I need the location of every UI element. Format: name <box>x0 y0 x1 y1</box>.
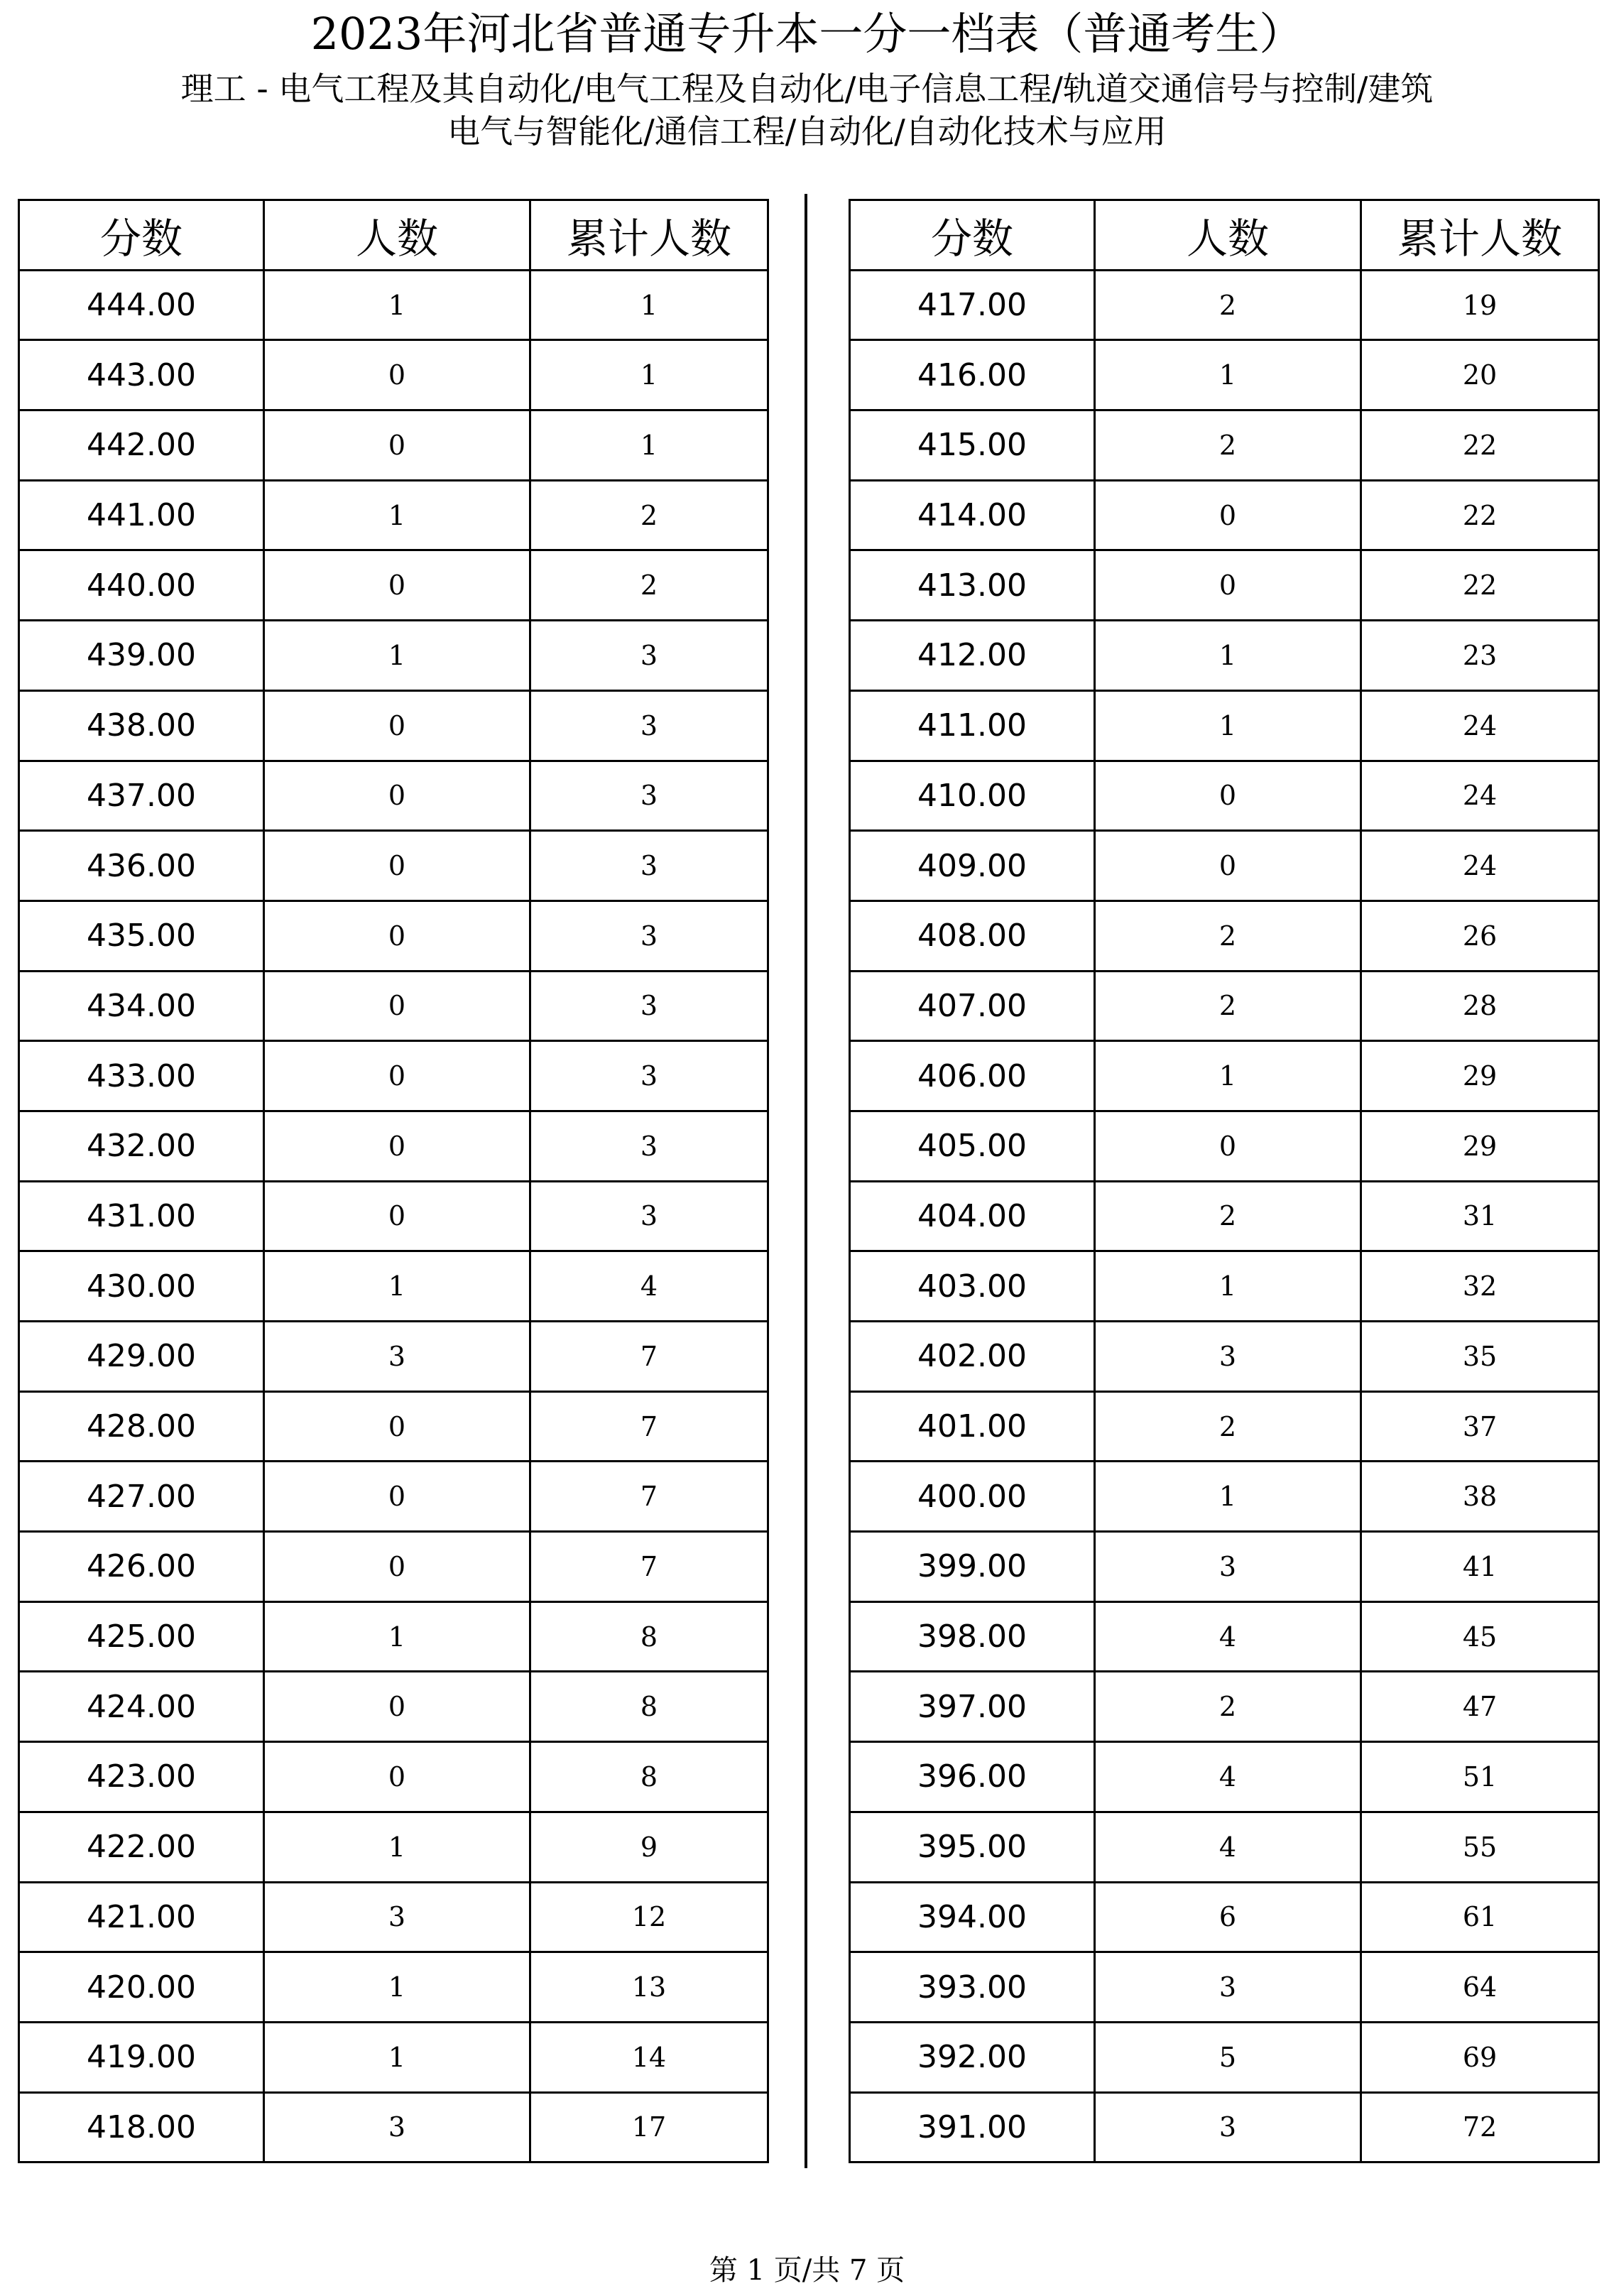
table-row <box>850 1462 1599 1532</box>
table-row <box>850 550 1599 621</box>
table-row <box>19 550 768 621</box>
count-cell: 3 <box>1095 2092 1361 2162</box>
cumulative-cell: 7 <box>530 1532 768 1602</box>
count-cell: 0 <box>264 1672 530 1742</box>
cumulative-cell: 8 <box>530 1742 768 1812</box>
score-cell: 442.00 <box>19 410 264 481</box>
table-row <box>19 1041 768 1111</box>
score-cell: 428.00 <box>19 1391 264 1462</box>
count-cell: 2 <box>1095 410 1361 481</box>
table-row <box>850 480 1599 550</box>
score-cell: 434.00 <box>19 971 264 1041</box>
score-cell: 407.00 <box>850 971 1095 1041</box>
table-row <box>19 1181 768 1251</box>
count-cell: 4 <box>1095 1812 1361 1882</box>
table-row <box>19 1111 768 1181</box>
table-row <box>19 1742 768 1812</box>
table-row <box>19 971 768 1041</box>
score-cell: 394.00 <box>850 1882 1095 1952</box>
count-cell: 0 <box>264 410 530 481</box>
score-cell: 404.00 <box>850 1181 1095 1251</box>
cumulative-cell: 14 <box>530 2022 768 2092</box>
cumulative-cell: 72 <box>1361 2092 1599 2162</box>
cumulative-cell: 12 <box>530 1882 768 1952</box>
table-row <box>19 1532 768 1602</box>
score-cell: 414.00 <box>850 480 1095 550</box>
cumulative-cell: 3 <box>530 761 768 831</box>
count-cell: 2 <box>1095 1181 1361 1251</box>
cumulative-cell: 3 <box>530 901 768 971</box>
count-cell: 0 <box>264 761 530 831</box>
score-cell: 421.00 <box>19 1882 264 1952</box>
score-cell: 435.00 <box>19 901 264 971</box>
count-cell: 0 <box>1095 831 1361 901</box>
table-row <box>850 270 1599 340</box>
score-cell: 403.00 <box>850 1251 1095 1322</box>
score-cell: 441.00 <box>19 480 264 550</box>
count-cell: 3 <box>1095 1532 1361 1602</box>
count-cell: 0 <box>1095 480 1361 550</box>
cumulative-cell: 8 <box>530 1672 768 1742</box>
count-cell: 0 <box>264 831 530 901</box>
cumulative-cell: 13 <box>530 1952 768 2023</box>
cumulative-cell: 31 <box>1361 1181 1599 1251</box>
table-row <box>850 901 1599 971</box>
count-cell: 0 <box>1095 550 1361 621</box>
count-cell: 2 <box>1095 901 1361 971</box>
table-row <box>850 621 1599 691</box>
count-cell: 0 <box>264 971 530 1041</box>
cumulative-cell: 3 <box>530 621 768 691</box>
table-row <box>850 971 1599 1041</box>
count-cell: 1 <box>1095 690 1361 761</box>
header-count: 人数 <box>1095 200 1361 271</box>
score-cell: 425.00 <box>19 1601 264 1672</box>
count-cell: 2 <box>1095 1672 1361 1742</box>
score-cell: 413.00 <box>850 550 1095 621</box>
score-cell: 437.00 <box>19 761 264 831</box>
table-row <box>850 340 1599 410</box>
cumulative-cell: 2 <box>530 550 768 621</box>
cumulative-cell: 19 <box>1361 270 1599 340</box>
cumulative-cell: 22 <box>1361 480 1599 550</box>
count-cell: 0 <box>264 1111 530 1181</box>
score-table-right <box>849 199 1600 2163</box>
score-cell: 398.00 <box>850 1601 1095 1672</box>
cumulative-cell: 24 <box>1361 761 1599 831</box>
table-row <box>850 1812 1599 1882</box>
cumulative-cell: 3 <box>530 1111 768 1181</box>
cumulative-cell: 8 <box>530 1601 768 1672</box>
cumulative-cell: 23 <box>1361 621 1599 691</box>
cumulative-cell: 3 <box>530 971 768 1041</box>
table-row <box>850 1952 1599 2023</box>
count-cell: 1 <box>1095 621 1361 691</box>
score-cell: 418.00 <box>19 2092 264 2162</box>
count-cell: 2 <box>1095 270 1361 340</box>
table-row <box>19 1322 768 1392</box>
score-cell: 427.00 <box>19 1462 264 1532</box>
score-cell: 429.00 <box>19 1322 264 1392</box>
count-cell: 0 <box>264 901 530 971</box>
score-cell: 397.00 <box>850 1672 1095 1742</box>
cumulative-cell: 28 <box>1361 971 1599 1041</box>
score-cell: 405.00 <box>850 1111 1095 1181</box>
score-cell: 419.00 <box>19 2022 264 2092</box>
score-cell: 439.00 <box>19 621 264 691</box>
score-cell: 399.00 <box>850 1532 1095 1602</box>
cumulative-cell: 3 <box>530 1041 768 1111</box>
table-row <box>19 1812 768 1882</box>
cumulative-cell: 1 <box>530 270 768 340</box>
count-cell: 0 <box>264 1462 530 1532</box>
score-cell: 443.00 <box>19 340 264 410</box>
cumulative-cell: 3 <box>530 831 768 901</box>
count-cell: 3 <box>264 1882 530 1952</box>
page-footer: 第 1 页/共 7 页 <box>709 2254 905 2287</box>
count-cell: 6 <box>1095 1882 1361 1952</box>
table-row <box>850 1181 1599 1251</box>
count-cell: 5 <box>1095 2022 1361 2092</box>
count-cell: 0 <box>1095 761 1361 831</box>
score-cell: 406.00 <box>850 1041 1095 1111</box>
cumulative-cell: 4 <box>530 1251 768 1322</box>
header-cumulative: 累计人数 <box>530 200 768 271</box>
table-row <box>19 2022 768 2092</box>
cumulative-cell: 69 <box>1361 2022 1599 2092</box>
count-cell: 2 <box>1095 971 1361 1041</box>
header-score: 分数 <box>850 200 1095 271</box>
count-cell: 3 <box>264 1322 530 1392</box>
cumulative-cell: 29 <box>1361 1111 1599 1181</box>
count-cell: 2 <box>1095 1391 1361 1462</box>
count-cell: 1 <box>264 1952 530 2023</box>
cumulative-cell: 1 <box>530 340 768 410</box>
header-count: 人数 <box>264 200 530 271</box>
table-row <box>850 410 1599 481</box>
table-row <box>850 2092 1599 2162</box>
cumulative-cell: 37 <box>1361 1391 1599 1462</box>
header-score: 分数 <box>19 200 264 271</box>
count-cell: 1 <box>1095 1251 1361 1322</box>
count-cell: 0 <box>264 1181 530 1251</box>
cumulative-cell: 7 <box>530 1322 768 1392</box>
cumulative-cell: 26 <box>1361 901 1599 971</box>
table-row <box>19 1251 768 1322</box>
count-cell: 0 <box>264 1041 530 1111</box>
table-row <box>850 761 1599 831</box>
score-cell: 424.00 <box>19 1672 264 1742</box>
count-cell: 4 <box>1095 1742 1361 1812</box>
score-cell: 411.00 <box>850 690 1095 761</box>
count-cell: 1 <box>264 621 530 691</box>
count-cell: 1 <box>264 1601 530 1672</box>
count-cell: 1 <box>1095 1462 1361 1532</box>
count-cell: 1 <box>1095 340 1361 410</box>
cumulative-cell: 47 <box>1361 1672 1599 1742</box>
cumulative-cell: 3 <box>530 690 768 761</box>
cumulative-cell: 35 <box>1361 1322 1599 1392</box>
cumulative-cell: 2 <box>530 480 768 550</box>
count-cell: 0 <box>264 1391 530 1462</box>
page-title: 2023年河北省普通专升本一分一档表（普通考生） <box>310 8 1304 60</box>
cumulative-cell: 20 <box>1361 340 1599 410</box>
table-row <box>19 761 768 831</box>
table-row <box>850 2022 1599 2092</box>
table-row <box>19 1882 768 1952</box>
table-row <box>19 831 768 901</box>
score-cell: 416.00 <box>850 340 1095 410</box>
count-cell: 1 <box>1095 1041 1361 1111</box>
cumulative-cell: 64 <box>1361 1952 1599 2023</box>
table-row <box>850 1391 1599 1462</box>
count-cell: 4 <box>1095 1601 1361 1672</box>
cumulative-cell: 7 <box>530 1391 768 1462</box>
score-cell: 438.00 <box>19 690 264 761</box>
score-cell: 433.00 <box>19 1041 264 1111</box>
cumulative-cell: 22 <box>1361 550 1599 621</box>
count-cell: 0 <box>264 690 530 761</box>
table-row <box>19 1952 768 2023</box>
count-cell: 1 <box>264 2022 530 2092</box>
count-cell: 0 <box>1095 1111 1361 1181</box>
cumulative-cell: 55 <box>1361 1812 1599 1882</box>
score-cell: 409.00 <box>850 831 1095 901</box>
count-cell: 0 <box>264 550 530 621</box>
score-cell: 415.00 <box>850 410 1095 481</box>
table-row <box>19 480 768 550</box>
score-cell: 430.00 <box>19 1251 264 1322</box>
score-cell: 396.00 <box>850 1742 1095 1812</box>
score-cell: 400.00 <box>850 1462 1095 1532</box>
table-row <box>850 1251 1599 1322</box>
cumulative-cell: 3 <box>530 1181 768 1251</box>
table-header-row <box>19 200 768 271</box>
table-row <box>19 621 768 691</box>
count-cell: 0 <box>264 1532 530 1602</box>
table-row <box>19 901 768 971</box>
score-cell: 393.00 <box>850 1952 1095 2023</box>
score-cell: 422.00 <box>19 1812 264 1882</box>
cumulative-cell: 24 <box>1361 690 1599 761</box>
score-cell: 391.00 <box>850 2092 1095 2162</box>
count-cell: 3 <box>1095 1952 1361 2023</box>
cumulative-cell: 32 <box>1361 1251 1599 1322</box>
table-row <box>19 270 768 340</box>
score-cell: 436.00 <box>19 831 264 901</box>
score-cell: 432.00 <box>19 1111 264 1181</box>
table-row <box>850 1041 1599 1111</box>
score-cell: 440.00 <box>19 550 264 621</box>
header-cumulative: 累计人数 <box>1361 200 1599 271</box>
score-cell: 431.00 <box>19 1181 264 1251</box>
count-cell: 0 <box>264 340 530 410</box>
table-row <box>850 1672 1599 1742</box>
score-cell: 444.00 <box>19 270 264 340</box>
table-row <box>850 831 1599 901</box>
score-cell: 410.00 <box>850 761 1095 831</box>
cumulative-cell: 1 <box>530 410 768 481</box>
table-row <box>19 340 768 410</box>
score-cell: 402.00 <box>850 1322 1095 1392</box>
table-row <box>850 1601 1599 1672</box>
table-row <box>19 690 768 761</box>
cumulative-cell: 51 <box>1361 1742 1599 1812</box>
table-row <box>19 1601 768 1672</box>
score-cell: 420.00 <box>19 1952 264 2023</box>
subtitle-line-2: 电气与智能化/通信工程/自动化/自动化技术与应用 <box>447 112 1167 151</box>
table-row <box>850 1111 1599 1181</box>
count-cell: 1 <box>264 480 530 550</box>
count-cell: 1 <box>264 1251 530 1322</box>
score-table-left <box>18 199 769 2163</box>
count-cell: 3 <box>1095 1322 1361 1392</box>
table-row <box>19 2092 768 2162</box>
table-row <box>19 1462 768 1532</box>
page-subtitle <box>0 67 1614 153</box>
subtitle-line-1: 理工 - 电气工程及其自动化/电气工程及自动化/电子信息工程/轨道交通信号与控制/建筑 <box>180 70 1434 108</box>
score-cell: 401.00 <box>850 1391 1095 1462</box>
cumulative-cell: 24 <box>1361 831 1599 901</box>
score-cell: 408.00 <box>850 901 1095 971</box>
count-cell: 1 <box>264 270 530 340</box>
cumulative-cell: 45 <box>1361 1601 1599 1672</box>
table-row <box>19 1391 768 1462</box>
cumulative-cell: 38 <box>1361 1462 1599 1532</box>
table-header-row <box>850 200 1599 271</box>
column-divider <box>805 194 807 2168</box>
score-cell: 412.00 <box>850 621 1095 691</box>
count-cell: 3 <box>264 2092 530 2162</box>
table-row <box>19 410 768 481</box>
cumulative-cell: 61 <box>1361 1882 1599 1952</box>
cumulative-cell: 17 <box>530 2092 768 2162</box>
table-row <box>19 1672 768 1742</box>
table-row <box>850 1882 1599 1952</box>
table-row <box>850 690 1599 761</box>
cumulative-cell: 41 <box>1361 1532 1599 1602</box>
score-cell: 423.00 <box>19 1742 264 1812</box>
score-cell: 395.00 <box>850 1812 1095 1882</box>
score-cell: 392.00 <box>850 2022 1095 2092</box>
count-cell: 1 <box>264 1812 530 1882</box>
count-cell: 0 <box>264 1742 530 1812</box>
cumulative-cell: 9 <box>530 1812 768 1882</box>
cumulative-cell: 7 <box>530 1462 768 1532</box>
table-row <box>850 1532 1599 1602</box>
table-row <box>850 1322 1599 1392</box>
cumulative-cell: 22 <box>1361 410 1599 481</box>
score-cell: 417.00 <box>850 270 1095 340</box>
score-cell: 426.00 <box>19 1532 264 1602</box>
table-row <box>850 1742 1599 1812</box>
cumulative-cell: 29 <box>1361 1041 1599 1111</box>
